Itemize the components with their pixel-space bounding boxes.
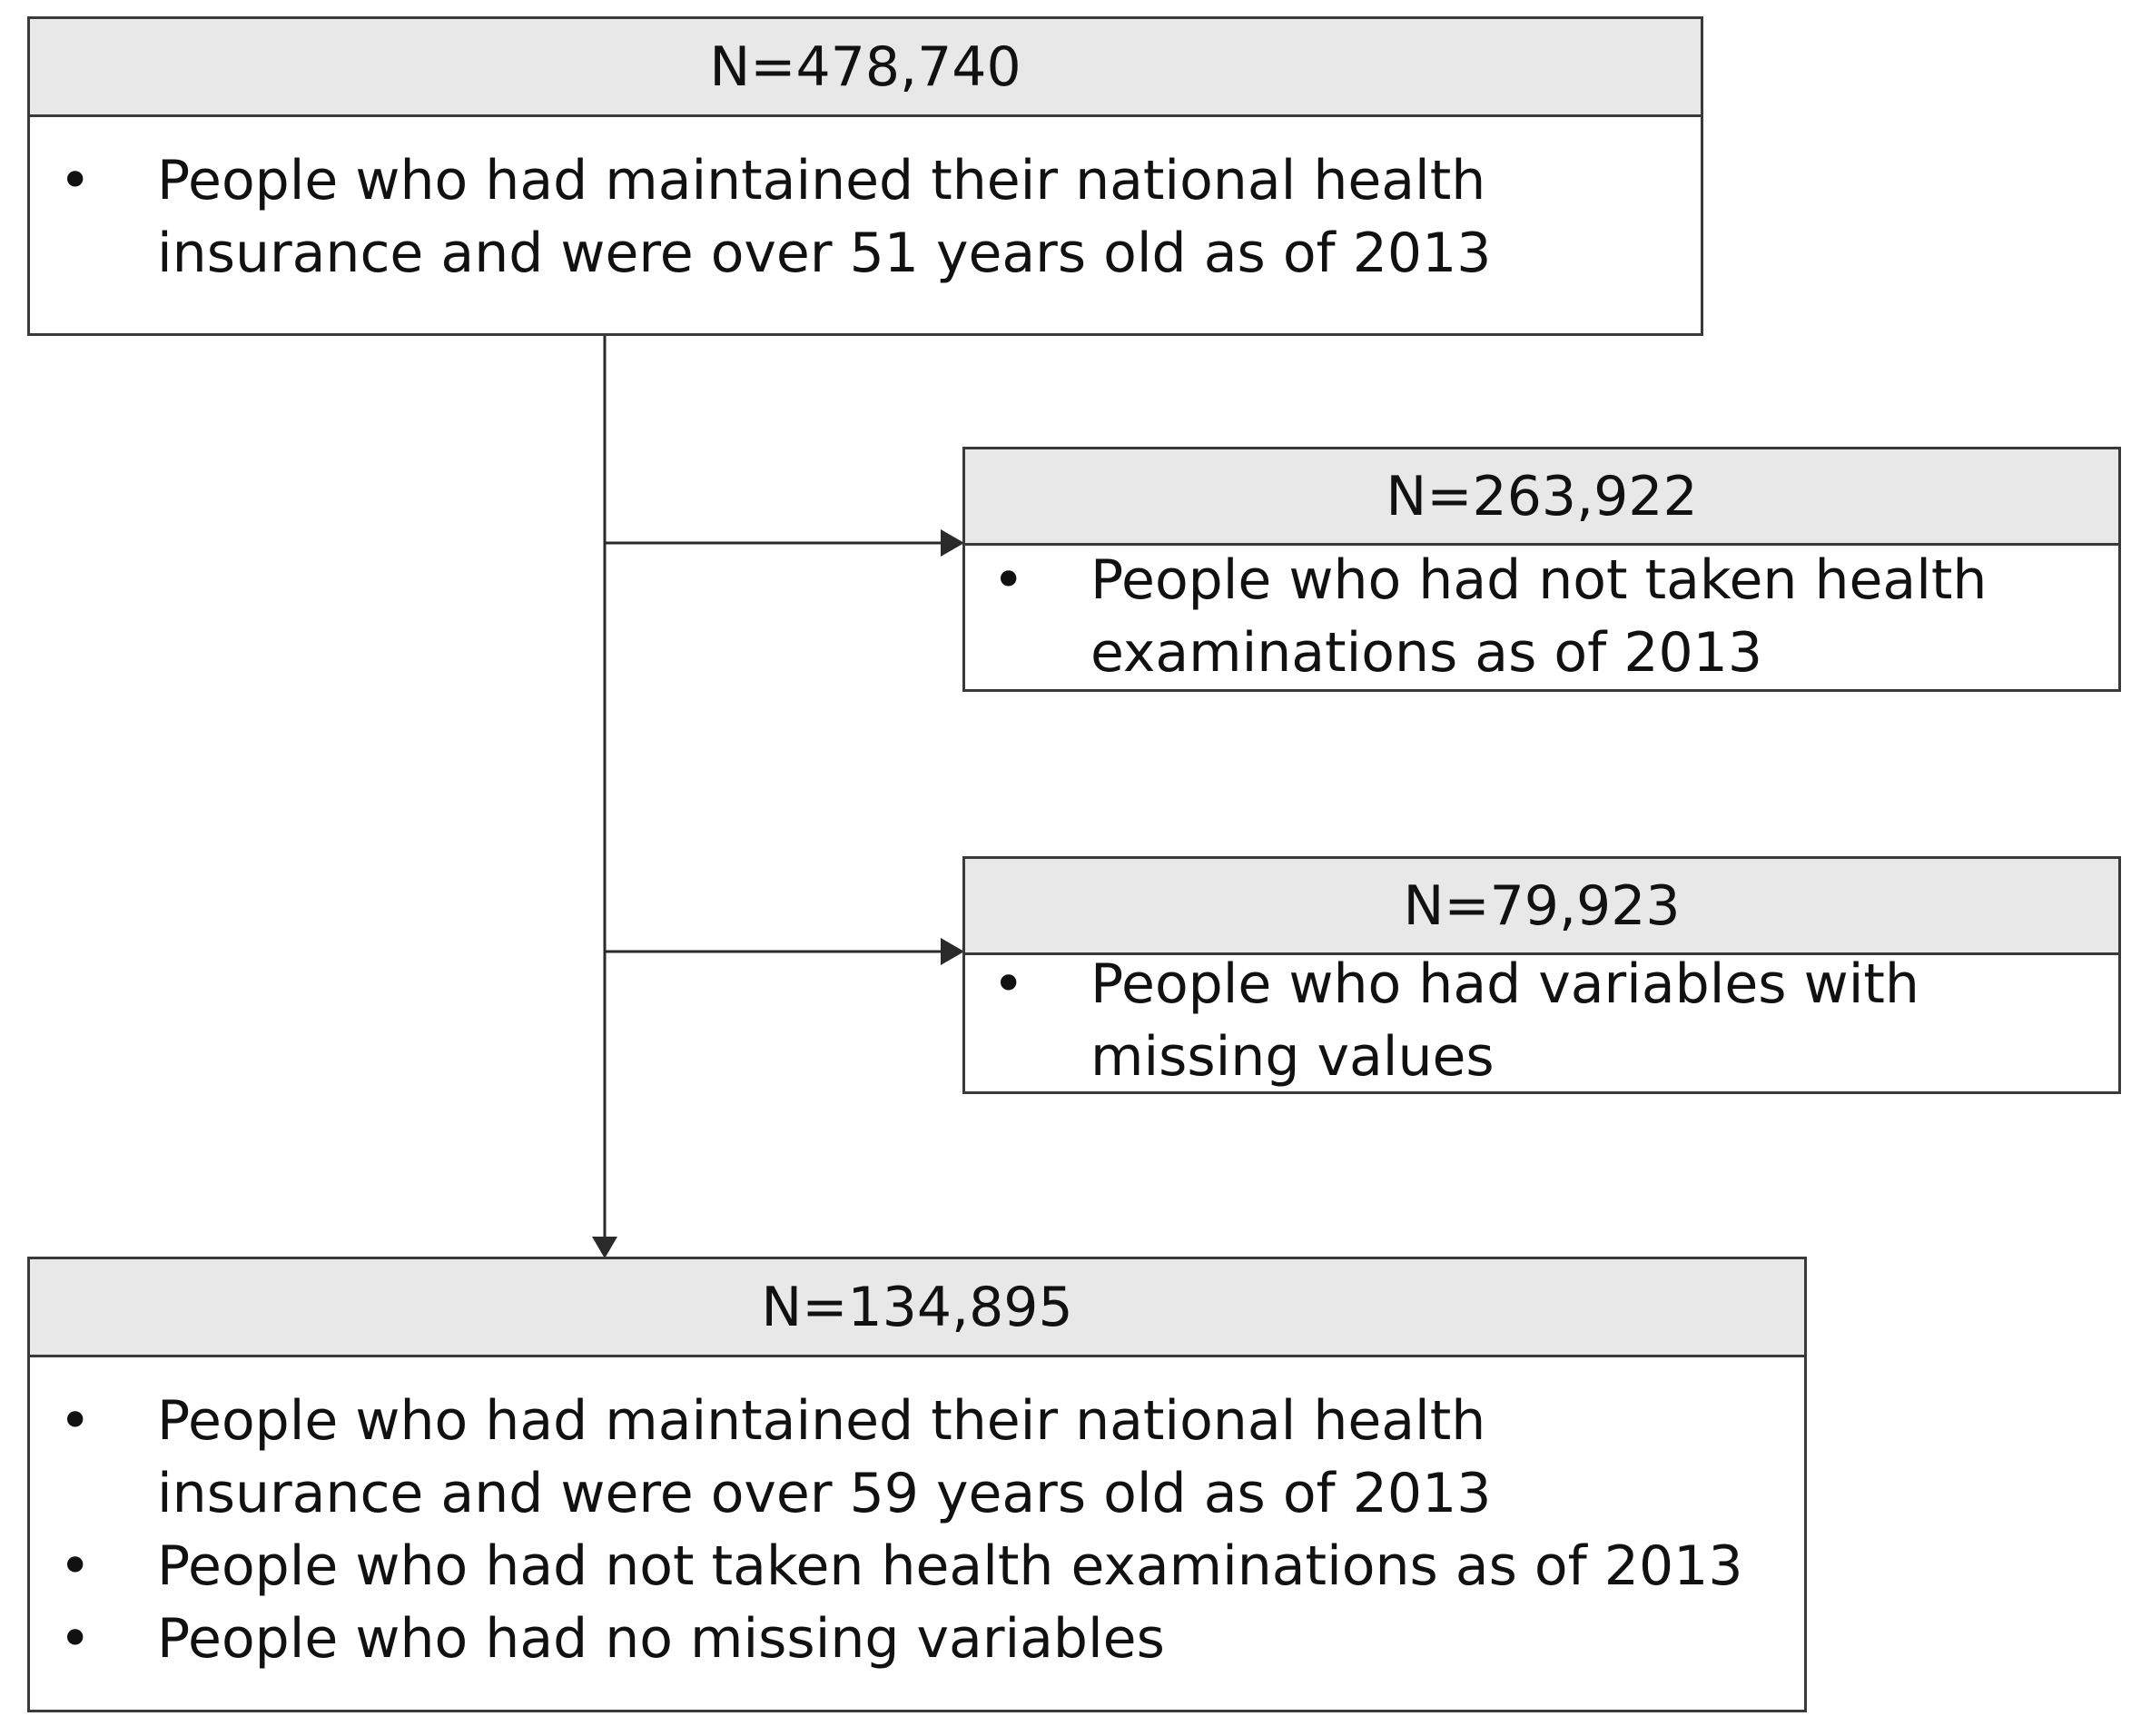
excluded-no-exam-box <box>962 447 2121 692</box>
final-criteria-body <box>30 1357 1804 1710</box>
excluded-exam-body <box>965 546 2118 689</box>
arrow-to-final <box>592 1237 617 1258</box>
excluded-missing-count-header: N=79,923 <box>965 859 2118 955</box>
excluded-missing-body <box>965 952 2118 1091</box>
bullet-marker: • <box>59 149 92 212</box>
excluded-exam-count-header: N=263,922 <box>965 449 2118 546</box>
final-population-box <box>27 1257 1807 1712</box>
final-criteria-item-1-line-1: People who had maintained their national health <box>157 1389 1486 1453</box>
final-criteria-item-3: People who had no missing variables <box>157 1607 1165 1671</box>
bullet-marker: • <box>59 1389 92 1453</box>
final-criteria-item-1-line-2: insurance and were over 59 years old as of 2013 <box>157 1462 1492 1525</box>
bullet-marker: • <box>992 548 1025 612</box>
final-count-header: N=134,895 <box>30 1259 1804 1357</box>
final-criteria-item-2: People who had not taken health examinations as of 2013 <box>157 1534 1743 1598</box>
bullet-marker: • <box>992 952 1025 1016</box>
excluded-exam-line-1: People who had not taken health <box>1090 548 1988 612</box>
top-criteria-body <box>30 117 1701 333</box>
excluded-exam-line-2: examinations as of 2013 <box>1090 621 1763 685</box>
excluded-missing-line-1: People who had variables with <box>1090 952 1919 1016</box>
arrow-to-exam <box>941 529 964 557</box>
arrow-to-missing <box>941 938 964 965</box>
top-population-box <box>27 16 1703 336</box>
bullet-marker: • <box>59 1534 92 1598</box>
top-criteria-line-1: People who had maintained their national health <box>157 149 1486 212</box>
excluded-missing-line-2: missing values <box>1090 1025 1495 1089</box>
excluded-missing-box <box>962 856 2121 1094</box>
bullet-marker: • <box>59 1607 92 1671</box>
top-count-header: N=478,740 <box>30 19 1701 117</box>
top-criteria-line-2: insurance and were over 51 years old as of 2013 <box>157 222 1492 285</box>
